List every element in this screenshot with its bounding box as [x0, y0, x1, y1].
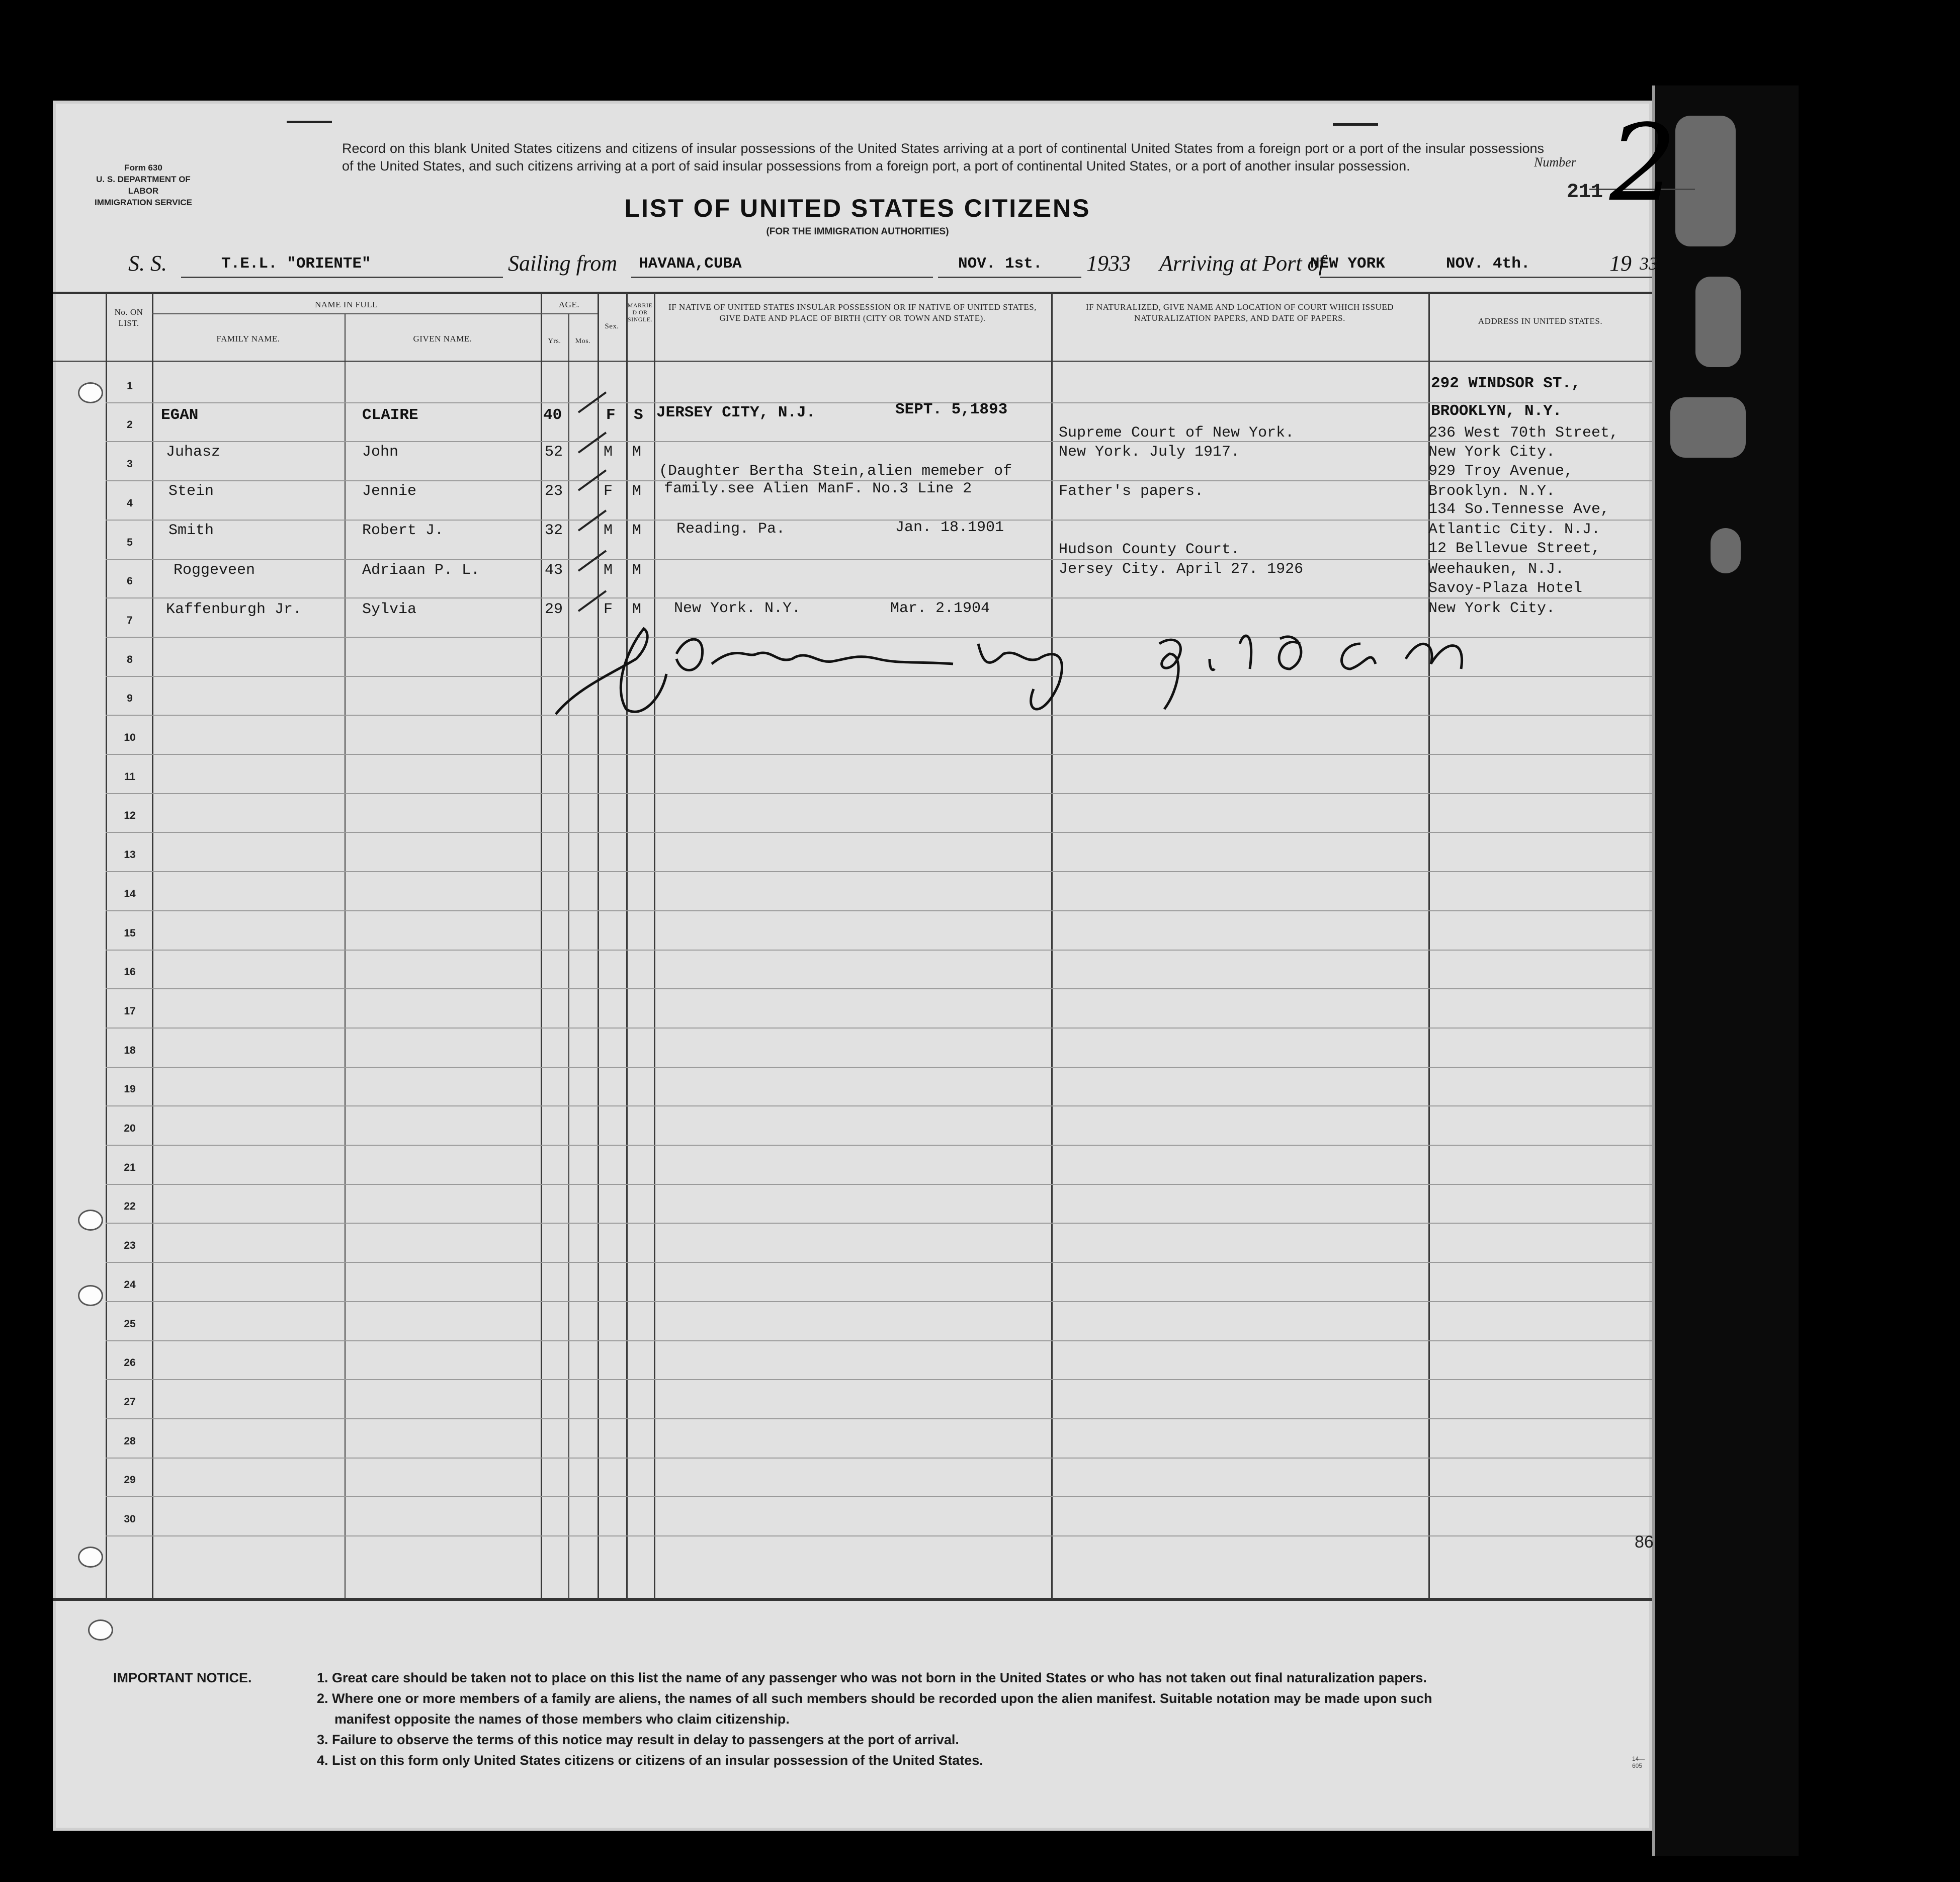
row-rule	[106, 832, 1652, 833]
address-line-1: 236 West 70th Street,	[1428, 424, 1619, 442]
row-number: 24	[124, 1279, 136, 1291]
col-divider	[626, 293, 628, 1599]
marital-status: M	[632, 562, 642, 579]
col-header-mos: Mos.	[575, 337, 591, 345]
sailing-label: Sailing from	[508, 251, 618, 276]
col-header-family: FAMILY NAME.	[216, 334, 280, 344]
address-line-1: 929 Troy Avenue,	[1428, 463, 1574, 480]
row-rule	[106, 1028, 1652, 1029]
row-rule	[106, 754, 1652, 755]
family-name: Roggeveen	[174, 562, 255, 579]
row-rule	[106, 441, 1652, 442]
row-number: 6	[127, 575, 133, 587]
arrival-date: NOV. 4th.	[1446, 255, 1530, 273]
sex: F	[604, 483, 613, 500]
address-line-2: BROOKLYN, N.Y.	[1431, 402, 1562, 420]
row-rule	[106, 520, 1652, 521]
age-years: 23	[545, 483, 563, 500]
row-number: 16	[124, 966, 136, 978]
table-bottom-border	[53, 1598, 1652, 1601]
pen-mark	[1333, 123, 1378, 126]
form-number: Form 630	[124, 163, 162, 173]
col-divider	[654, 293, 655, 1599]
page-subtitle: (FOR THE IMMIGRATION AUTHORITIES)	[766, 226, 949, 237]
row-rule	[106, 950, 1652, 951]
row-rule	[106, 1458, 1652, 1459]
row-number: 23	[124, 1240, 136, 1251]
col-header-yrs: Yrs.	[548, 337, 561, 345]
service-name: IMMIGRATION SERVICE	[95, 198, 192, 207]
row-number: 7	[127, 615, 133, 626]
arrival-year-suffix: 33	[1640, 253, 1658, 274]
marital-status: S	[634, 406, 643, 424]
page-title: LIST OF UNITED STATES CITIZENS	[624, 194, 1091, 222]
notice-item-3: 3. Failure to observe the terms of this notice may result in delay to passengers at the port of arrival.	[317, 1732, 959, 1747]
form-code: 14—605	[1632, 1755, 1645, 1769]
birth-date: Mar. 2.1904	[890, 600, 990, 617]
notice-item-1: 1. Great care should be taken not to place on this list the name of any passenger who was not born in the United States or who has not taken out final naturalization papers.	[317, 1670, 1427, 1685]
row-rule	[106, 1535, 1652, 1536]
row-number: 14	[124, 888, 136, 900]
arrival-year-prefix: 19	[1609, 251, 1632, 276]
notice-heading: IMPORTANT NOTICE.	[113, 1670, 252, 1685]
header-bottom-border	[53, 361, 1652, 362]
row-number: 19	[124, 1083, 136, 1095]
row-number: 10	[124, 732, 136, 743]
sex: F	[604, 601, 613, 618]
sail-date: NOV. 1st.	[958, 255, 1043, 273]
sailing-port: HAVANA,CUBA	[639, 255, 742, 273]
family-name: EGAN	[161, 406, 199, 424]
arrival-port: NEW YORK	[1310, 255, 1385, 273]
row-number: 27	[124, 1396, 136, 1408]
address-line-1: Savoy-Plaza Hotel	[1428, 580, 1583, 597]
sex: M	[604, 562, 613, 579]
birth-place: JERSEY CITY, N.J.	[656, 404, 816, 421]
age-years: 40	[543, 406, 562, 424]
address-line-1: 292 WINDSOR ST.,	[1431, 375, 1581, 392]
age-years: 32	[545, 522, 563, 539]
sail-year: 1933	[1086, 251, 1131, 276]
given-name: Sylvia	[362, 601, 417, 618]
ss-label: S. S.	[128, 251, 167, 276]
binder-hole	[78, 1285, 103, 1306]
birth-note-line-2: family.see Alien ManF. No.3 Line 2	[664, 480, 972, 497]
notice-item-2-cont: manifest opposite the names of those members who claim citizenship.	[334, 1712, 790, 1727]
row-rule	[106, 1262, 1652, 1263]
col-header-address: ADDRESS IN UNITED STATES.	[1478, 316, 1603, 326]
subheader-rule	[152, 313, 598, 314]
row-rule	[106, 1340, 1652, 1341]
row-number: 18	[124, 1045, 136, 1056]
row-number: 20	[124, 1123, 136, 1134]
row-number: 26	[124, 1357, 136, 1368]
court-line-2: New York. July 1917.	[1059, 444, 1240, 461]
address-line-2: Weehauken, N.J.	[1428, 561, 1565, 578]
family-name: Juhasz	[166, 444, 221, 461]
row-number: 25	[124, 1318, 136, 1330]
address-line-2: Brooklyn. N.Y.	[1428, 483, 1556, 500]
row-rule	[106, 793, 1652, 794]
address-line-2: Atlantic City. N.J.	[1428, 521, 1601, 538]
birth-date: SEPT. 5,1893	[895, 401, 1008, 418]
sail-date-underline	[938, 277, 1081, 278]
binder-hole	[78, 1547, 103, 1568]
row-rule	[106, 1223, 1652, 1224]
birth-place: Reading. Pa.	[676, 521, 786, 538]
col-header-name: NAME IN FULL	[315, 300, 378, 309]
row-rule	[106, 871, 1652, 872]
marital-status: M	[632, 444, 642, 461]
sex: M	[604, 444, 613, 461]
sailing-underline	[631, 277, 933, 278]
row-rule	[106, 402, 1652, 403]
col-header-naturalized: IF NATURALIZED, GIVE NAME AND LOCATION OF COURT WHICH ISSUED NATURALIZATION PAPERS, AND DATE OF PAPERS.	[1085, 302, 1394, 323]
col-header-no: No. ON LIST.	[114, 307, 143, 328]
age-years: 52	[545, 444, 563, 461]
col-header-birth: IF NATIVE OF UNITED STATES INSULAR POSSESSION OR IF NATIVE OF UNITED STATES, GIVE DATE AND PLACE OF BIRTH (CITY OR TOWN AND STATE).	[668, 302, 1037, 323]
intro-text: Record on this blank United States citizens and citizens of insular possessions of the United States arriving at a port of continental United States from a foreign port or a port of the insular possessions of the United States, and such citizens arriving at a port of said insular possessions from a foreign port, a port of continental United States, or a port of another insular possession.	[342, 141, 1544, 174]
marital-status: M	[632, 483, 642, 500]
notice-item-4: 4. List on this form only United States citizens or citizens of an insular possession of the United States.	[317, 1753, 983, 1768]
number-typed: 211	[1567, 181, 1603, 204]
col-divider	[1051, 293, 1053, 1599]
sex: M	[604, 522, 613, 539]
court-line-2: Jersey City. April 27. 1926	[1059, 561, 1304, 578]
form-header	[83, 162, 204, 208]
family-name: Kaffenburgh Jr.	[166, 601, 302, 618]
ship-name: T.E.L. "ORIENTE"	[221, 255, 371, 273]
row-rule	[106, 1418, 1652, 1419]
row-rule	[106, 559, 1652, 560]
birth-note-line-1: (Daughter Bertha Stein,alien memeber of	[659, 463, 1012, 480]
address-line-2: New York City.	[1428, 600, 1556, 617]
arrival-underline	[1320, 277, 1652, 278]
address-line-2: New York City.	[1428, 444, 1556, 461]
given-name: Adriaan P. L.	[362, 562, 480, 579]
binder-hole	[78, 1210, 103, 1231]
address-line-1: 12 Bellevue Street,	[1428, 540, 1601, 557]
row-number: 15	[124, 927, 136, 939]
court-line-1: Hudson County Court.	[1059, 541, 1240, 558]
row-number: 30	[124, 1513, 136, 1525]
col-divider	[541, 293, 542, 1599]
row-rule	[106, 1301, 1652, 1302]
row-rule	[106, 1067, 1652, 1068]
binder-hole	[88, 1619, 113, 1641]
col-divider	[106, 293, 107, 1599]
row-number: 28	[124, 1435, 136, 1447]
given-name: CLAIRE	[362, 406, 418, 424]
page-note: 86	[1635, 1532, 1654, 1552]
arriving-label: Arriving at Port of	[1159, 251, 1325, 276]
col-header-given: GIVEN NAME.	[413, 334, 472, 344]
birth-place: New York. N.Y.	[674, 600, 801, 617]
row-number: 5	[127, 537, 133, 548]
row-number: 3	[127, 458, 133, 470]
manifest-page	[53, 101, 1677, 1831]
given-name: Robert J.	[362, 522, 444, 539]
row-number: 17	[124, 1005, 136, 1017]
given-name: Jennie	[362, 483, 417, 500]
row-rule	[106, 988, 1652, 989]
col-header-married: MARRIED OR SINGLE.	[627, 302, 653, 323]
number-label: Number	[1534, 155, 1576, 169]
address-line-1: 134 So.Tennesse Ave,	[1428, 501, 1610, 518]
row-rule	[106, 597, 1652, 598]
col-divider	[152, 293, 153, 1599]
ship-underline	[181, 277, 503, 278]
col-header-sex: Sex.	[605, 322, 619, 330]
row-number: 9	[127, 693, 133, 704]
row-number: 22	[124, 1201, 136, 1212]
number-handwritten: 2	[1609, 102, 1677, 225]
row-number: 2	[127, 419, 133, 431]
scanner-background	[1652, 85, 1799, 1856]
age-years: 29	[545, 601, 563, 618]
row-rule	[106, 1379, 1652, 1380]
row-rule	[106, 1105, 1652, 1106]
birth-date: Jan. 18.1901	[895, 519, 1004, 536]
row-rule	[106, 1145, 1652, 1146]
table-top-border	[53, 292, 1652, 294]
col-header-age: AGE.	[558, 300, 580, 309]
col-divider	[345, 314, 346, 1599]
row-number: 11	[124, 771, 136, 783]
court-line-1: Father's papers.	[1059, 483, 1204, 500]
row-number: 4	[127, 497, 133, 509]
row-rule	[106, 910, 1652, 911]
row-rule	[106, 1496, 1652, 1497]
row-number: 1	[127, 380, 133, 392]
sex: F	[606, 406, 616, 424]
family-name: Stein	[168, 483, 214, 500]
row-number: 13	[124, 849, 136, 861]
row-number: 8	[127, 654, 133, 665]
row-rule	[106, 1184, 1652, 1185]
notice-item-2: 2. Where one or more members of a family are aliens, the names of all such members should be recorded upon the alien manifest. Suitable notation may be made upon such	[317, 1691, 1432, 1706]
court-line-1: Supreme Court of New York.	[1059, 424, 1295, 442]
col-divider	[568, 314, 569, 1599]
row-number: 21	[124, 1162, 136, 1173]
row-number: 29	[124, 1474, 136, 1486]
given-name: John	[362, 444, 399, 461]
row-number: 12	[124, 810, 136, 821]
family-name: Smith	[168, 522, 214, 539]
marital-status: M	[632, 601, 642, 618]
pen-mark	[287, 121, 332, 123]
department-name: U. S. DEPARTMENT OF LABOR	[96, 175, 191, 196]
age-years: 43	[545, 562, 563, 579]
marital-status: M	[632, 522, 642, 539]
check-marks	[576, 382, 626, 624]
binder-hole	[78, 382, 103, 403]
